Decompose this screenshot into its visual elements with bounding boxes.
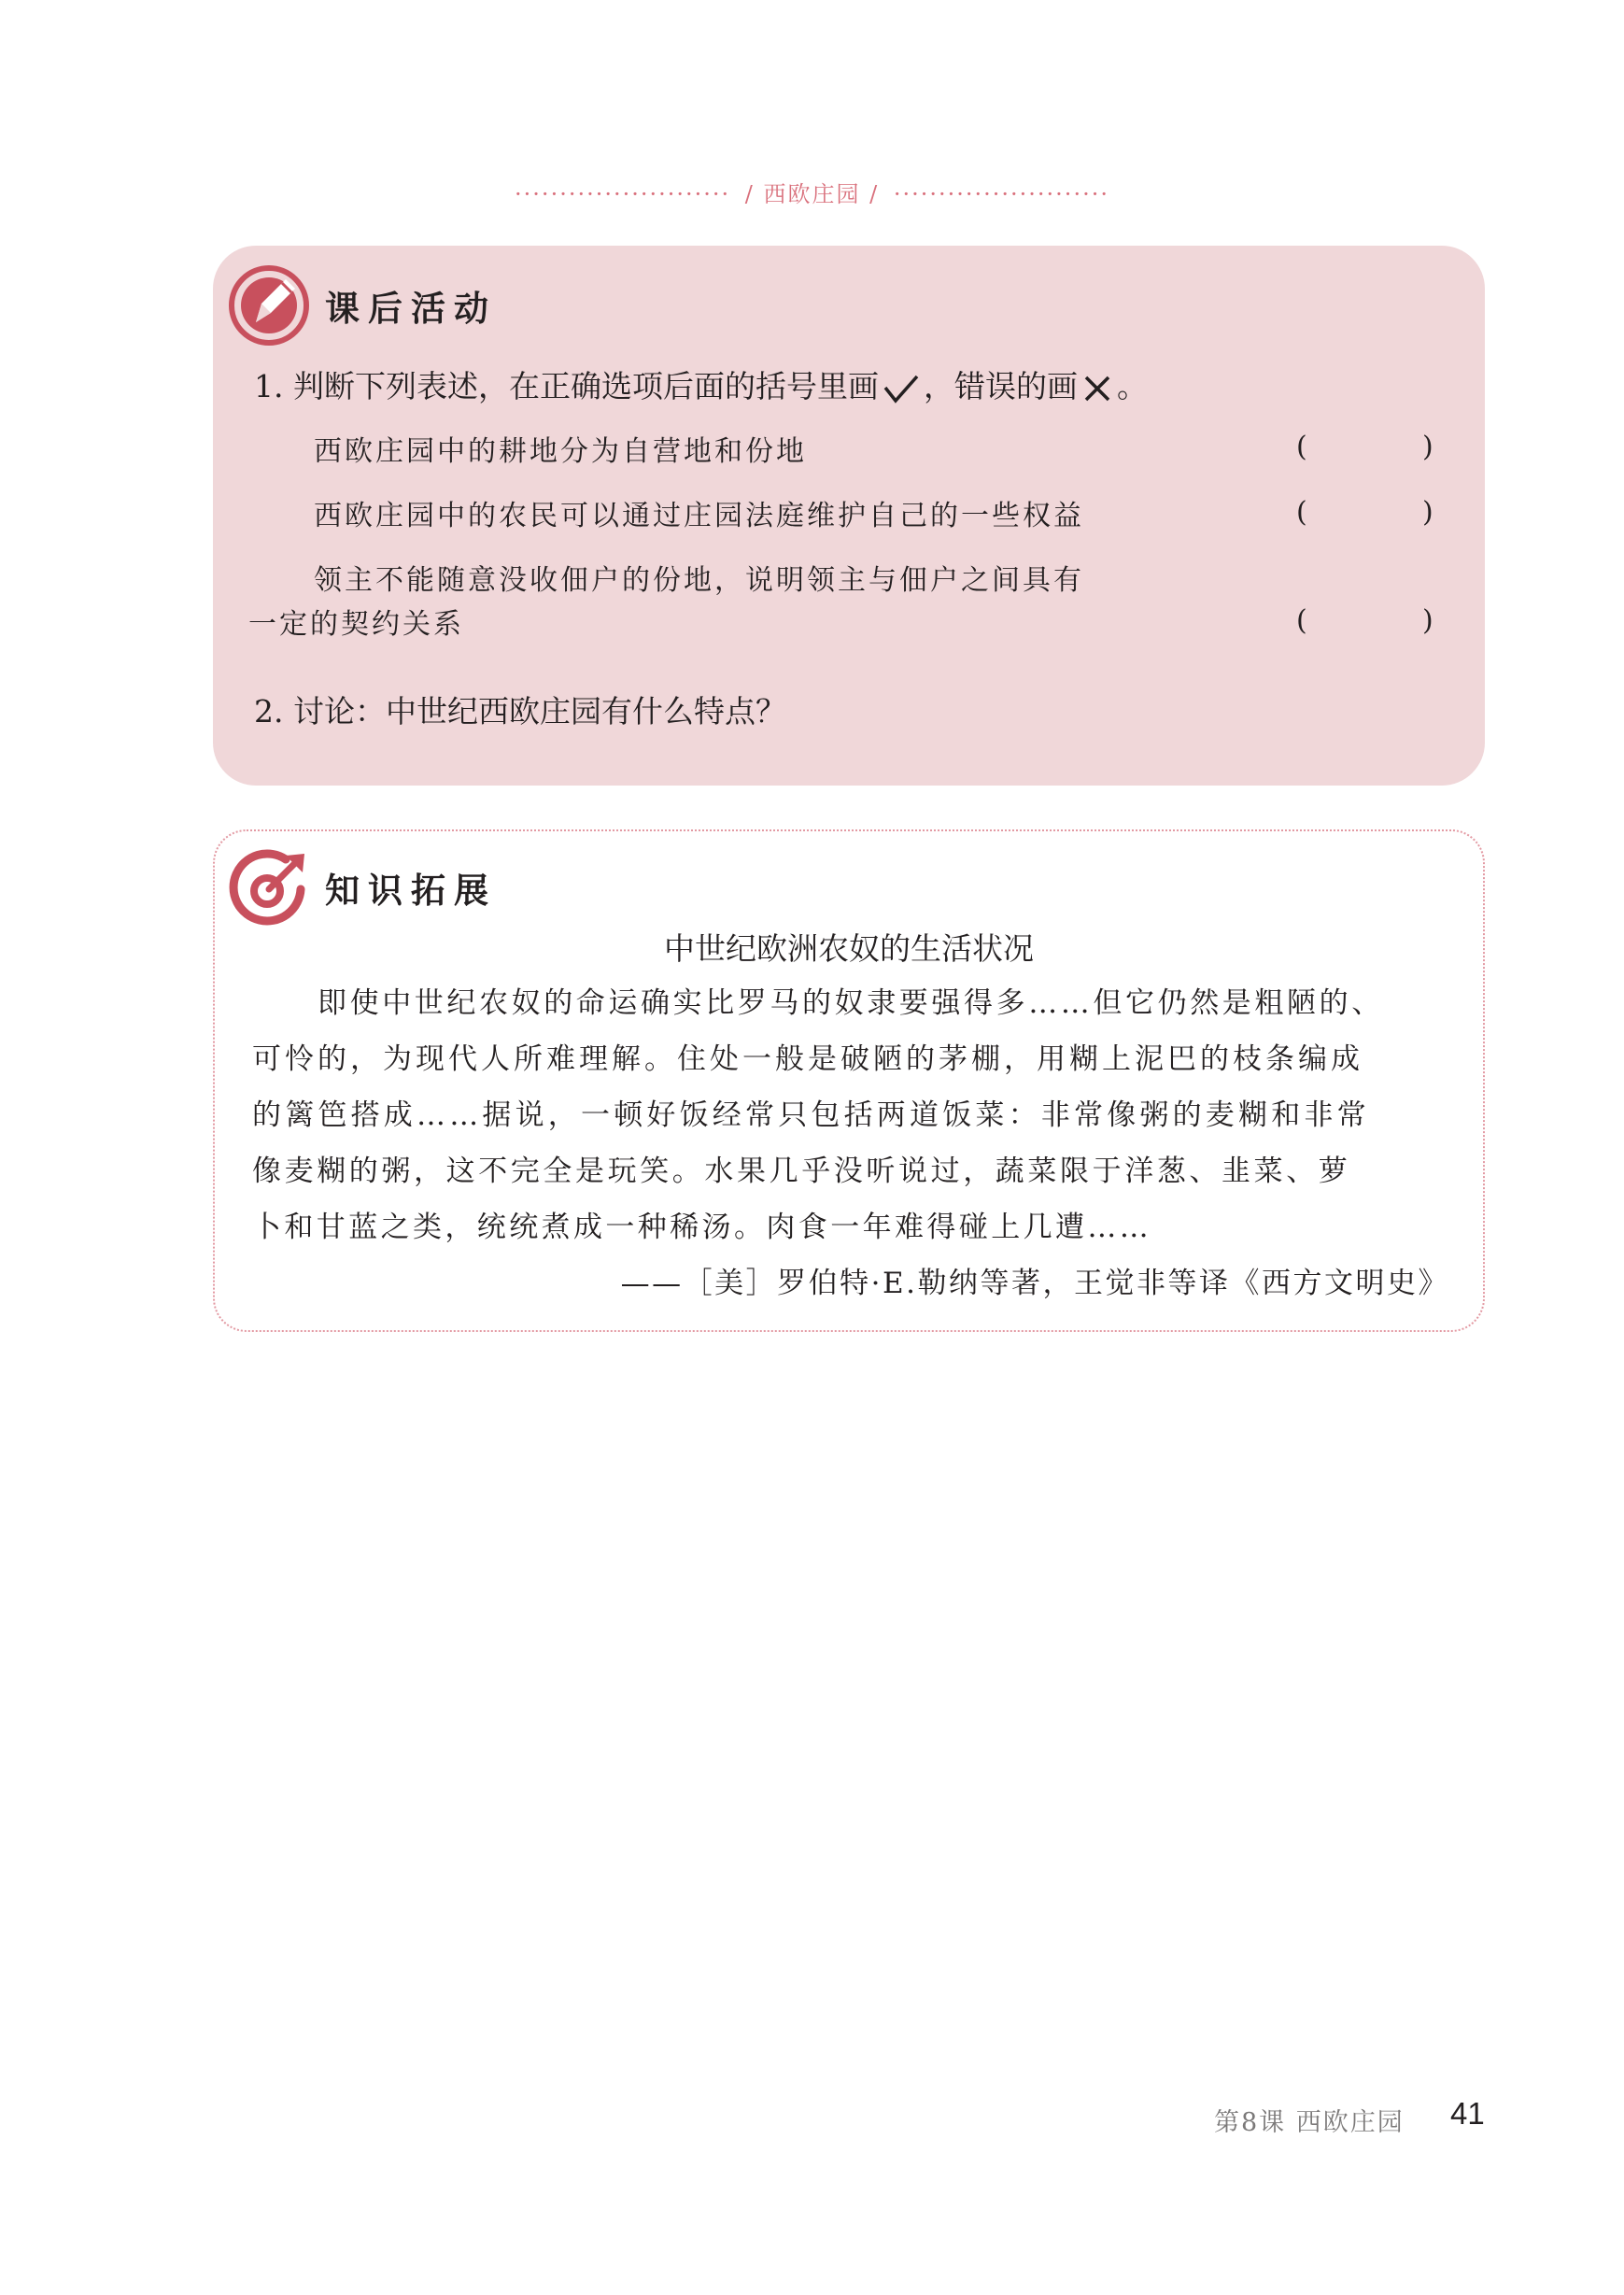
knowledge-section xyxy=(213,829,1485,1332)
check-mark-icon xyxy=(883,373,920,404)
question-1-text: 1. 判断下列表述，在正确选项后面的括号里画 xyxy=(254,368,879,404)
question-1-end: 。 xyxy=(1116,368,1148,404)
statement-3-line-2: 一定的契约关系 xyxy=(248,608,464,641)
pencil-circle-icon xyxy=(228,264,310,347)
knowledge-title: 知识拓展 xyxy=(325,871,497,911)
page-number: 41 xyxy=(1450,2096,1485,2131)
running-header xyxy=(0,176,1624,208)
statement-3-line-1: 领主不能随意没收佃户的份地，说明领主与佃户之间具有 xyxy=(314,564,1084,597)
answer-bracket-close-3: ) xyxy=(1422,604,1433,637)
answer-bracket-open-2: ( xyxy=(1296,496,1307,529)
paragraph-line-3: 的篱笆搭成……据说，一顿好饭经常只包括两道饭菜：非常像粥的麦糊和非常 xyxy=(252,1098,1370,1132)
statement-1: 西欧庄园中的耕地分为自营地和份地 xyxy=(314,435,807,468)
header-dots-right: ························ xyxy=(893,181,1109,207)
footer-lesson-title: 第8课 西欧庄园 xyxy=(1214,2108,1405,2137)
target-arrow-icon xyxy=(228,846,310,928)
header-dots-left: ························ xyxy=(515,181,731,207)
answer-bracket-close-1: ) xyxy=(1422,431,1433,463)
paragraph-line-1: 即使中世纪农奴的命运确实比罗马的奴隶要强得多……但它仍然是粗陋的、 xyxy=(318,986,1384,1020)
citation-source: ——［美］罗伯特·E.勒纳等著，王觉非等译《西方文明史》 xyxy=(620,1267,1449,1300)
paragraph-line-5: 卜和甘蓝之类，统统煮成一种稀汤。肉食一年难得碰上几遭…… xyxy=(252,1211,1152,1244)
activity-heading xyxy=(228,264,497,347)
question-1 xyxy=(254,362,1148,406)
question-1-mid: ，错误的画 xyxy=(923,368,1078,404)
cross-mark-icon xyxy=(1081,373,1113,404)
knowledge-heading xyxy=(228,846,497,928)
answer-bracket-open-1: ( xyxy=(1296,431,1307,463)
activity-section xyxy=(213,246,1485,786)
activity-title: 课后活动 xyxy=(325,289,497,329)
answer-bracket-open-3: ( xyxy=(1296,604,1307,637)
answer-bracket-close-2: ) xyxy=(1422,496,1433,529)
statement-2: 西欧庄园中的农民可以通过庄园法庭维护自己的一些权益 xyxy=(314,500,1084,532)
header-title: / 西欧庄园 / xyxy=(744,181,880,207)
article-title: 中世纪欧洲农奴的生活状况 xyxy=(664,930,1034,967)
paragraph-line-4: 像麦糊的粥，这不完全是玩笑。水果几乎没听说过，蔬菜限于洋葱、韭菜、萝 xyxy=(252,1155,1351,1188)
paragraph-line-2: 可怜的，为现代人所难理解。住处一般是破陋的茅棚，用糊上泥巴的枝条编成 xyxy=(252,1042,1363,1076)
question-2: 2. 讨论：中世纪西欧庄园有什么特点？ xyxy=(254,693,786,730)
